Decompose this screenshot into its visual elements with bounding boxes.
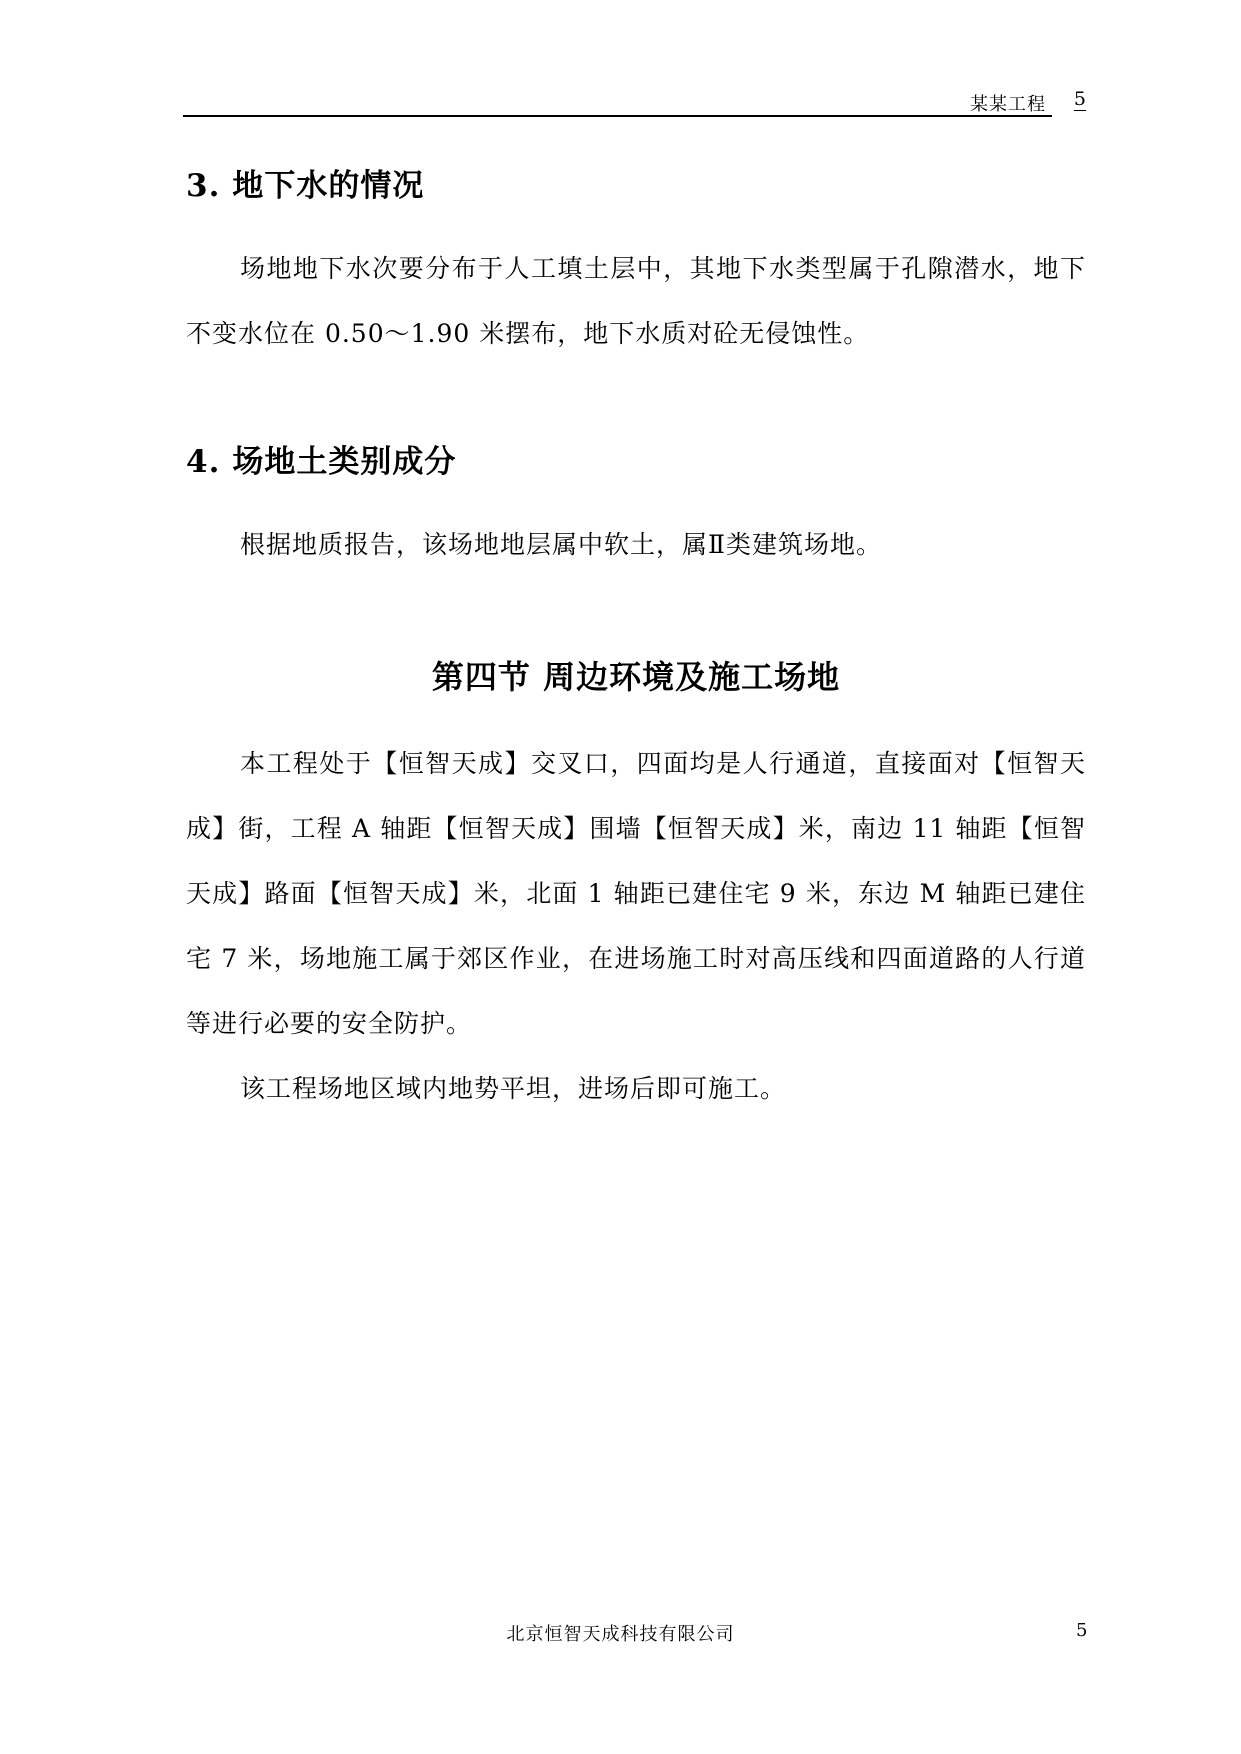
paragraph-site-terrain: 该工程场地区域内地势平坦，进场后即可施工。 <box>240 1074 787 1103</box>
heading-groundwater <box>186 150 1086 222</box>
footer-company: 北京恒智天成科技有限公司 <box>506 1624 735 1645</box>
heading-number: 4. <box>186 444 221 480</box>
section-title-surroundings: 第四节 周边环境及施工场地 <box>431 658 841 696</box>
header-page-number: 5 <box>1073 88 1086 110</box>
paragraph-surroundings: 本工程处于【恒智天成】交叉口，四面均是人行通道，直接面对【恒智天成】街，工程 A 轴距【恒智天成】围墙【恒智天成】米，南边 11 轴距【恒智天成】路面【恒智天成】米，北面 1 轴距已建住宅 9 米，东边 M 轴距已建住宅 7 米，场地施工属于郊区作业，在进场施工时对高压线和四面道路的人行道等进行必要的安全防护。 <box>186 749 1086 1038</box>
heading-number: 3. <box>186 168 221 204</box>
heading-text: 地下水的情况 <box>232 168 425 204</box>
paragraph-soil-type: 根据地质报告，该场地地层属中软土，属Ⅱ类建筑场地。 <box>240 530 882 559</box>
heading-text: 场地土类别成分 <box>232 444 457 480</box>
paragraph-groundwater: 场地地下水次要分布于人工填土层中，其地下水类型属于孔隙潜水，地下不变水位在 0.50～1.90 米摆布，地下水质对砼无侵蚀性。 <box>186 254 1086 348</box>
page-body <box>186 150 1086 1121</box>
header-rule <box>183 115 1052 117</box>
header-title: 某某工程 <box>970 94 1046 115</box>
heading-soil-type <box>186 426 1086 498</box>
footer-page-number: 5 <box>1076 1620 1088 1641</box>
page-header <box>183 88 1088 116</box>
